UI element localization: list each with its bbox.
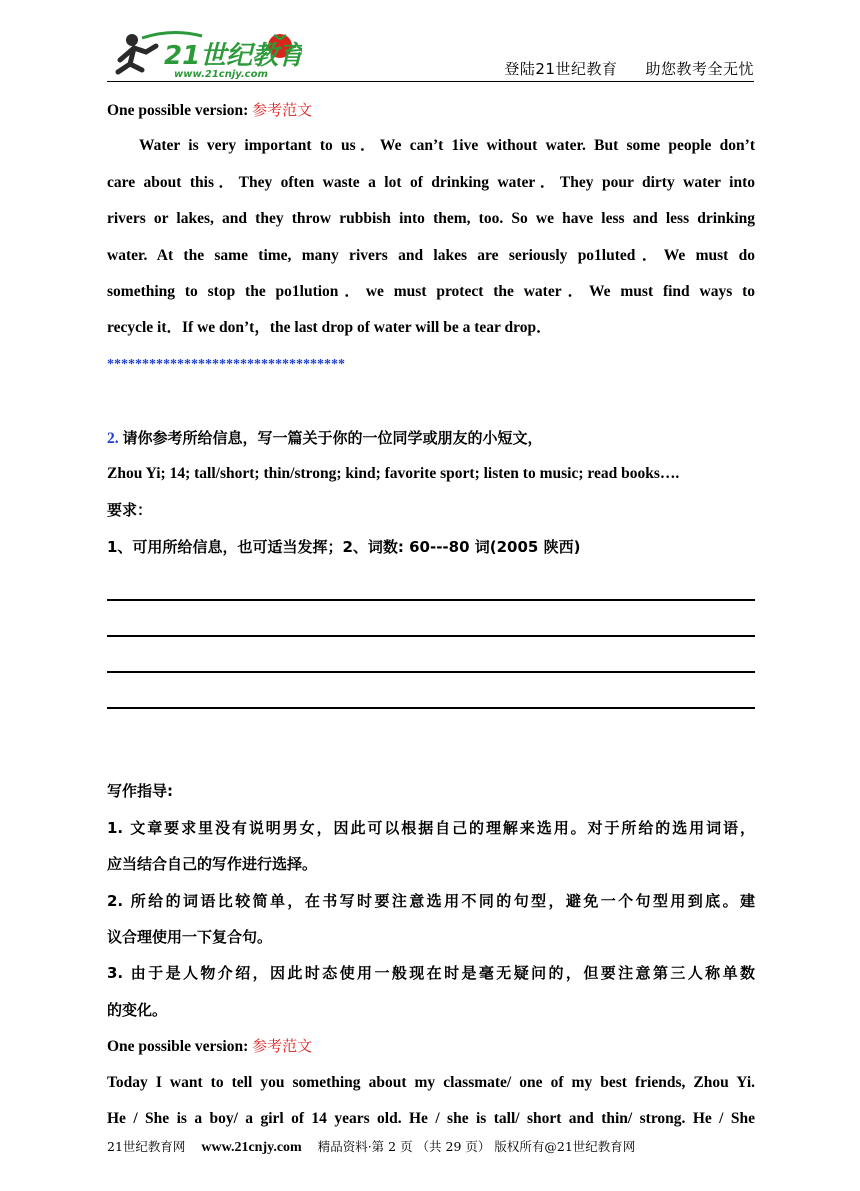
requirements-label: 要求： xyxy=(107,501,153,520)
slogan-right: 助您教考全无忧 xyxy=(645,60,754,78)
essay-line: Today I want to tell you something about my classmate/ one of my best friends, Zhou Yi. xyxy=(107,1073,755,1091)
guide-item-2 xyxy=(107,883,755,956)
guide-line: 1. 文章要求里没有说明男女，因此可以根据自己的理解来选用。对于所给的选用词语， xyxy=(107,818,755,837)
sample-essay-2 xyxy=(107,1065,755,1138)
answer-lines xyxy=(107,565,755,709)
runner-head-icon xyxy=(126,34,138,46)
logo-title: 21世纪教育 xyxy=(164,41,302,71)
version-label: One possible version: xyxy=(107,1038,249,1056)
guide-line: 应当结合自己的写作进行选择。 xyxy=(107,855,318,874)
answer-line[interactable] xyxy=(107,601,755,637)
answer-line[interactable] xyxy=(107,637,755,673)
guide-line: 的变化。 xyxy=(107,1000,168,1019)
guide-item-1 xyxy=(107,810,755,883)
header-slogan xyxy=(504,58,754,79)
essay-line: something to stop the po1lution．we must protect the water．We must find ways to xyxy=(107,282,755,300)
question-info: Zhou Yi; 14; tall/short; thin/strong; kind; favorite sport; listen to music; read books…. xyxy=(107,464,680,482)
guide-item-3 xyxy=(107,955,755,1028)
version-tag: 参考范文 xyxy=(252,101,313,119)
spacer xyxy=(107,745,755,773)
footer-page-info: 精品资料·第 2 页 （共 29 页） 版权所有@21世纪教育网 xyxy=(317,1139,636,1154)
question-text: 请你参考所给信息，写一篇关于你的一位同学或朋友的小短文， xyxy=(122,428,543,447)
essay-line: Water is very important to us．We can’t 1ive without water. But some people don’t xyxy=(139,137,755,155)
footer-site: 21世纪教育网 xyxy=(107,1139,186,1154)
essay-line: water. At the same time, many rivers and lakes are seriously po1luted．We must do xyxy=(107,246,755,264)
logo-graphic xyxy=(112,30,302,80)
answer-line[interactable] xyxy=(107,673,755,709)
essay-line: recycle it．If we don’t，the last drop of water will be a tear drop． xyxy=(107,319,552,337)
document-body xyxy=(107,92,755,1137)
separator-stars: ********************************** xyxy=(107,356,345,372)
guide-line: 3. 由于是人物介绍，因此时态使用一般现在时是毫无疑问的，但要注意第三人称单数 xyxy=(107,964,755,983)
runner-body-icon xyxy=(120,46,156,60)
footer-url[interactable]: www.21cnjy.com xyxy=(201,1140,302,1155)
version-heading-1 xyxy=(107,92,755,128)
logo-url: www.21cnjy.com xyxy=(174,69,268,80)
site-logo xyxy=(112,30,302,80)
header-divider xyxy=(107,81,754,82)
question-number: 2. xyxy=(107,429,119,447)
sample-essay-1 xyxy=(107,128,755,346)
requirements-text: 1、可用所给信息，也可适当发挥；2、词数: 60---80 词(2005 陕西) xyxy=(107,537,581,556)
version-tag: 参考范文 xyxy=(252,1037,313,1056)
answer-line[interactable] xyxy=(107,565,755,601)
spacer xyxy=(107,709,755,745)
essay-line: care about this．They often waste a lot of drinking water．They pour dirty water into xyxy=(107,173,755,191)
essay-line: rivers or lakes, and they throw rubbish into them, too. So we have less and less drinking xyxy=(107,210,755,228)
slogan-left: 登陆21世纪教育 xyxy=(504,60,618,78)
guide-line: 议合理使用一下复合句。 xyxy=(107,928,273,947)
question-2-prompt xyxy=(107,420,755,456)
spacer xyxy=(107,383,755,419)
guide-line: 2. 所给的词语比较简单，在书写时要注意选用不同的句型，避免一个句型用到底。建 xyxy=(107,891,755,910)
page-footer xyxy=(107,1137,753,1156)
swoosh-icon xyxy=(142,32,202,38)
version-label: One possible version: xyxy=(107,102,249,119)
version-heading-2 xyxy=(107,1028,755,1064)
guide-title: 写作指导: xyxy=(107,782,173,801)
essay-line: He / She is a boy/ a girl of 14 years old. He / she is tall/ short and thin/ strong. He / She xyxy=(107,1109,755,1127)
